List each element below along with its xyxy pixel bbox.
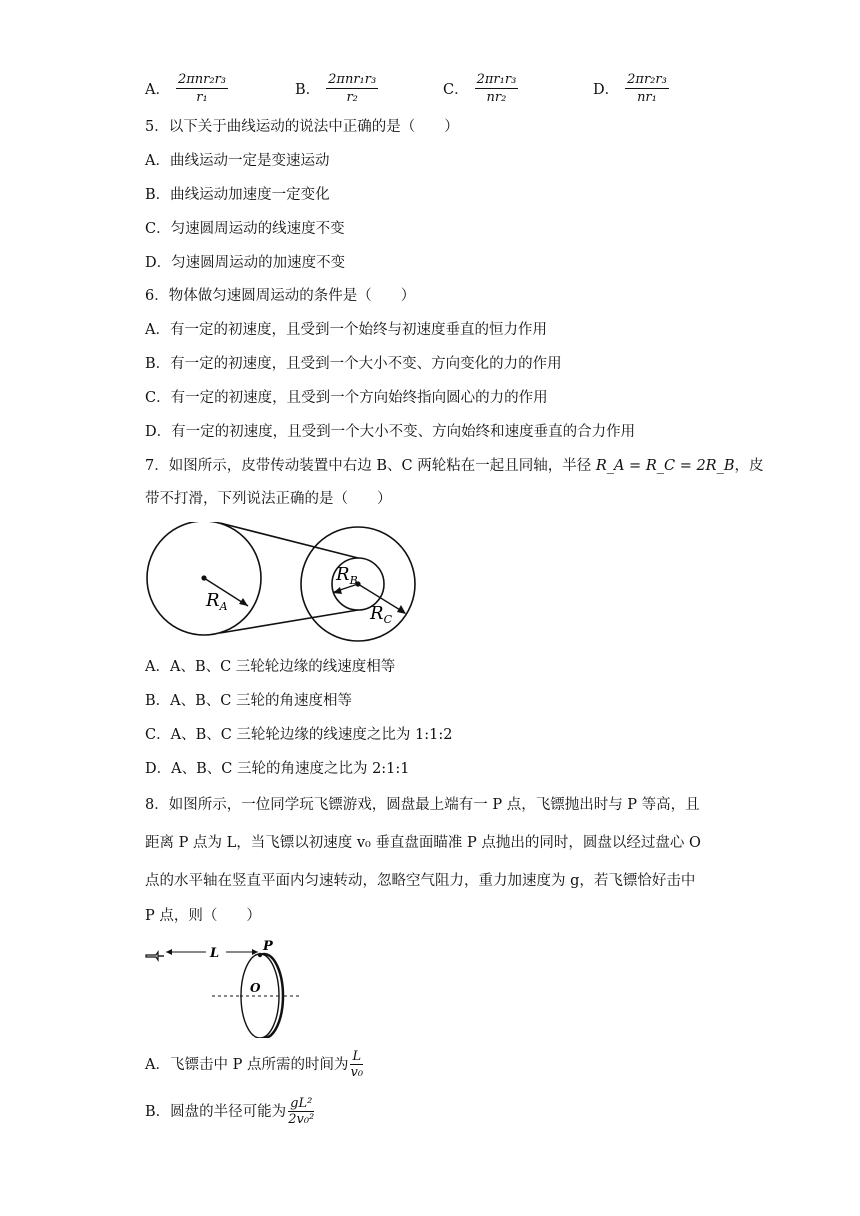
q7-stem-line1 (145, 456, 764, 476)
point-p (258, 953, 262, 957)
label-l: L (210, 946, 220, 961)
q8-stem-line2: 距离 P 点为 L，当飞镖以初速度 v₀ 垂直盘面瞄准 P 点抛出的同时，圆盘以经过盘心 O (145, 835, 701, 851)
option-letter: C． (443, 81, 469, 98)
q5-option-d[interactable]: D．匀速圆周运动的加速度不变 (145, 255, 346, 271)
label-p: P (263, 939, 273, 954)
q8-option-b-text: B．圆盘的半径可能为 (145, 1104, 287, 1120)
radius-b-arrowhead (333, 587, 342, 594)
q7-option-a[interactable]: A．A、B、C 三轮轮边缘的线速度相等 (145, 659, 396, 675)
q7-option-d[interactable]: D．A、B、C 三轮的角速度之比为 2:1:1 (145, 761, 410, 777)
q7-option-c[interactable]: C．A、B、C 三轮轮边缘的线速度之比为 1:1:2 (145, 727, 453, 743)
fraction-numerator: gL² (290, 1096, 313, 1111)
option-letter: B． (295, 81, 321, 98)
fraction (475, 72, 519, 105)
q5-option-a[interactable]: A．曲线运动一定是变速运动 (145, 153, 330, 169)
fraction-numerator: 2πnr₂r₃ (177, 71, 227, 87)
q8-option-a-text: A．飞镖击中 P 点所需的时间为 (145, 1057, 349, 1073)
q4-option-c[interactable] (443, 66, 518, 110)
q7-stem-text: 7．如图所示，皮带传动装置中右边 B、C 两轮粘在一起且同轴，半径 (145, 458, 596, 474)
belt-top (220, 523, 358, 558)
fraction-denominator: r₁ (196, 89, 208, 105)
q7-formula: R_A = R_C = 2R_B (595, 458, 735, 474)
q4-option-a[interactable] (145, 66, 228, 110)
fraction-numerator: 2πr₁r₃ (476, 71, 517, 87)
q8-stem-line1: 8．如图所示，一位同学玩飞镖游戏，圆盘最上端有一 P 点，飞镖抛出时与 P 等高，且 (145, 797, 700, 813)
fraction (350, 1049, 363, 1081)
fraction (176, 72, 228, 105)
option-letter: D． (593, 81, 620, 98)
fraction-denominator: nr₁ (637, 89, 657, 105)
dart-icon (146, 952, 164, 960)
dart-disc-figure (140, 938, 310, 1038)
fraction-denominator: nr₂ (486, 89, 507, 105)
q5-option-c[interactable]: C．匀速圆周运动的线速度不变 (145, 221, 345, 237)
belt-pulley-figure (140, 522, 420, 652)
q8-stem-line3: 点的水平轴在竖直平面内匀速转动，忽略空气阻力，重力加速度为 g，若飞镖恰好击中 (145, 873, 696, 889)
fraction-denominator: v₀ (350, 1065, 364, 1080)
distance-arrowhead-left (166, 949, 172, 955)
fraction-numerator: 2πnr₁r₃ (328, 71, 377, 87)
q8-stem-line4: P 点，则（ ） (145, 908, 261, 924)
label-rc: $R_C$ (370, 603, 392, 626)
q6-option-d[interactable]: D．有一定的初速度，且受到一个大小不变、方向始终和速度垂直的合力作用 (145, 424, 636, 440)
q5-stem: 5．以下关于曲线运动的说法中正确的是（ ） (145, 119, 459, 135)
option-letter: A． (145, 81, 170, 98)
q4-options-row (145, 66, 745, 110)
q7-stem-line2: 带不打滑，下列说法正确的是（ ） (145, 491, 392, 507)
q6-option-b[interactable]: B．有一定的初速度，且受到一个大小不变、方向变化的力的作用 (145, 356, 562, 372)
q4-option-b[interactable] (295, 66, 378, 110)
q6-stem: 6．物体做匀速圆周运动的条件是（ ） (145, 288, 416, 304)
fraction (625, 72, 669, 105)
q8-option-b[interactable] (145, 1093, 314, 1131)
fraction (326, 72, 378, 105)
fraction-denominator: 2v₀² (288, 1112, 315, 1127)
q6-option-c[interactable]: C．有一定的初速度，且受到一个方向始终指向圆心的力的作用 (145, 390, 548, 406)
q8-option-a[interactable] (145, 1046, 363, 1084)
fraction-numerator: 2πr₂r₃ (627, 71, 667, 87)
fraction-numerator: L (352, 1049, 362, 1064)
fraction (288, 1096, 314, 1128)
label-ra: $R_A$ (206, 590, 228, 613)
q5-option-b[interactable]: B．曲线运动加速度一定变化 (145, 187, 330, 203)
label-rb: $R_B$ (336, 564, 358, 587)
radius-a-arrowhead (239, 598, 248, 606)
label-o: O (250, 981, 261, 995)
q7-stem-text-end: ，皮 (734, 458, 764, 474)
q6-option-a[interactable]: A．有一定的初速度，且受到一个始终与初速度垂直的恒力作用 (145, 322, 547, 338)
q4-option-d[interactable] (593, 66, 669, 110)
fraction-denominator: r₂ (346, 89, 358, 105)
q7-option-b[interactable]: B．A、B、C 三轮的角速度相等 (145, 693, 352, 709)
